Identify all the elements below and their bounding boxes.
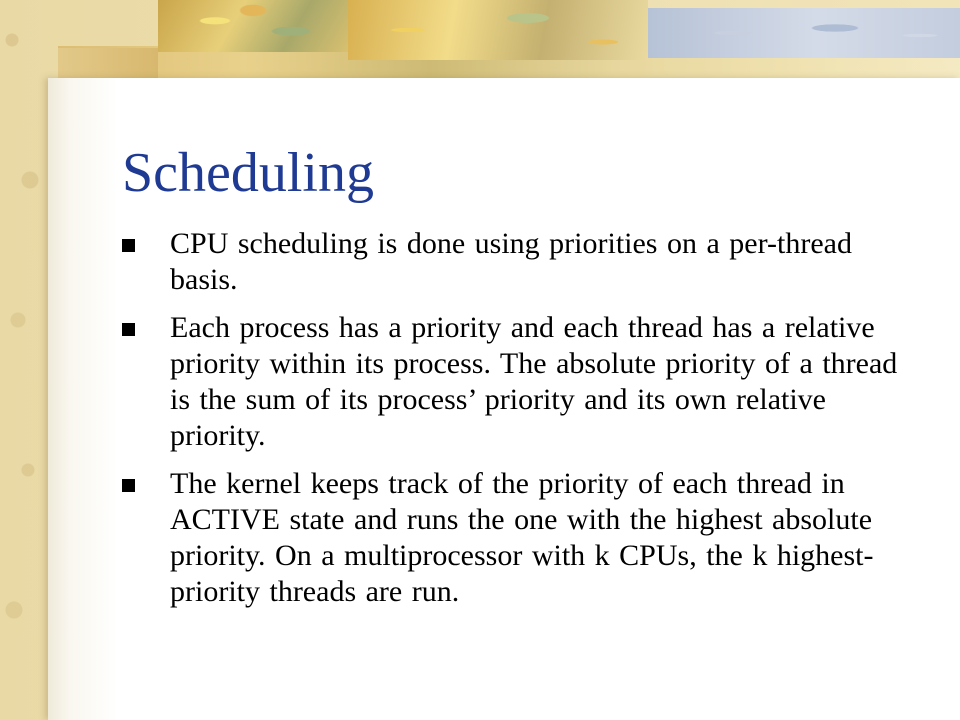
bullet-text: The kernel keeps track of the priority of each thread in ACTIVE state and runs the one with the highest absolute priority. On a multiprocessor with k CPUs, the k highest-priority threads are run. <box>170 467 874 608</box>
bullet-item-1 <box>122 226 922 298</box>
header-photo-left <box>58 48 158 78</box>
square-bullet-icon <box>122 323 135 336</box>
square-bullet-icon <box>122 239 135 252</box>
header-flower-photo-1 <box>158 0 348 52</box>
slide-title: Scheduling <box>122 142 374 204</box>
bullet-item-3 <box>122 466 922 610</box>
square-bullet-icon <box>122 479 135 492</box>
header-flower-photo-3 <box>648 8 960 58</box>
bullet-list <box>122 226 922 622</box>
decorative-header-banner <box>28 0 960 80</box>
header-flower-photo-2 <box>348 0 648 60</box>
bullet-text: Each process has a priority and each thread has a relative priority within its process. The absolute priority of a thread is the sum of its process’ priority and its own relative priority. <box>170 311 898 452</box>
bullet-text: CPU scheduling is done using priorities on a per-thread basis. <box>170 227 852 296</box>
bullet-item-2 <box>122 310 922 454</box>
